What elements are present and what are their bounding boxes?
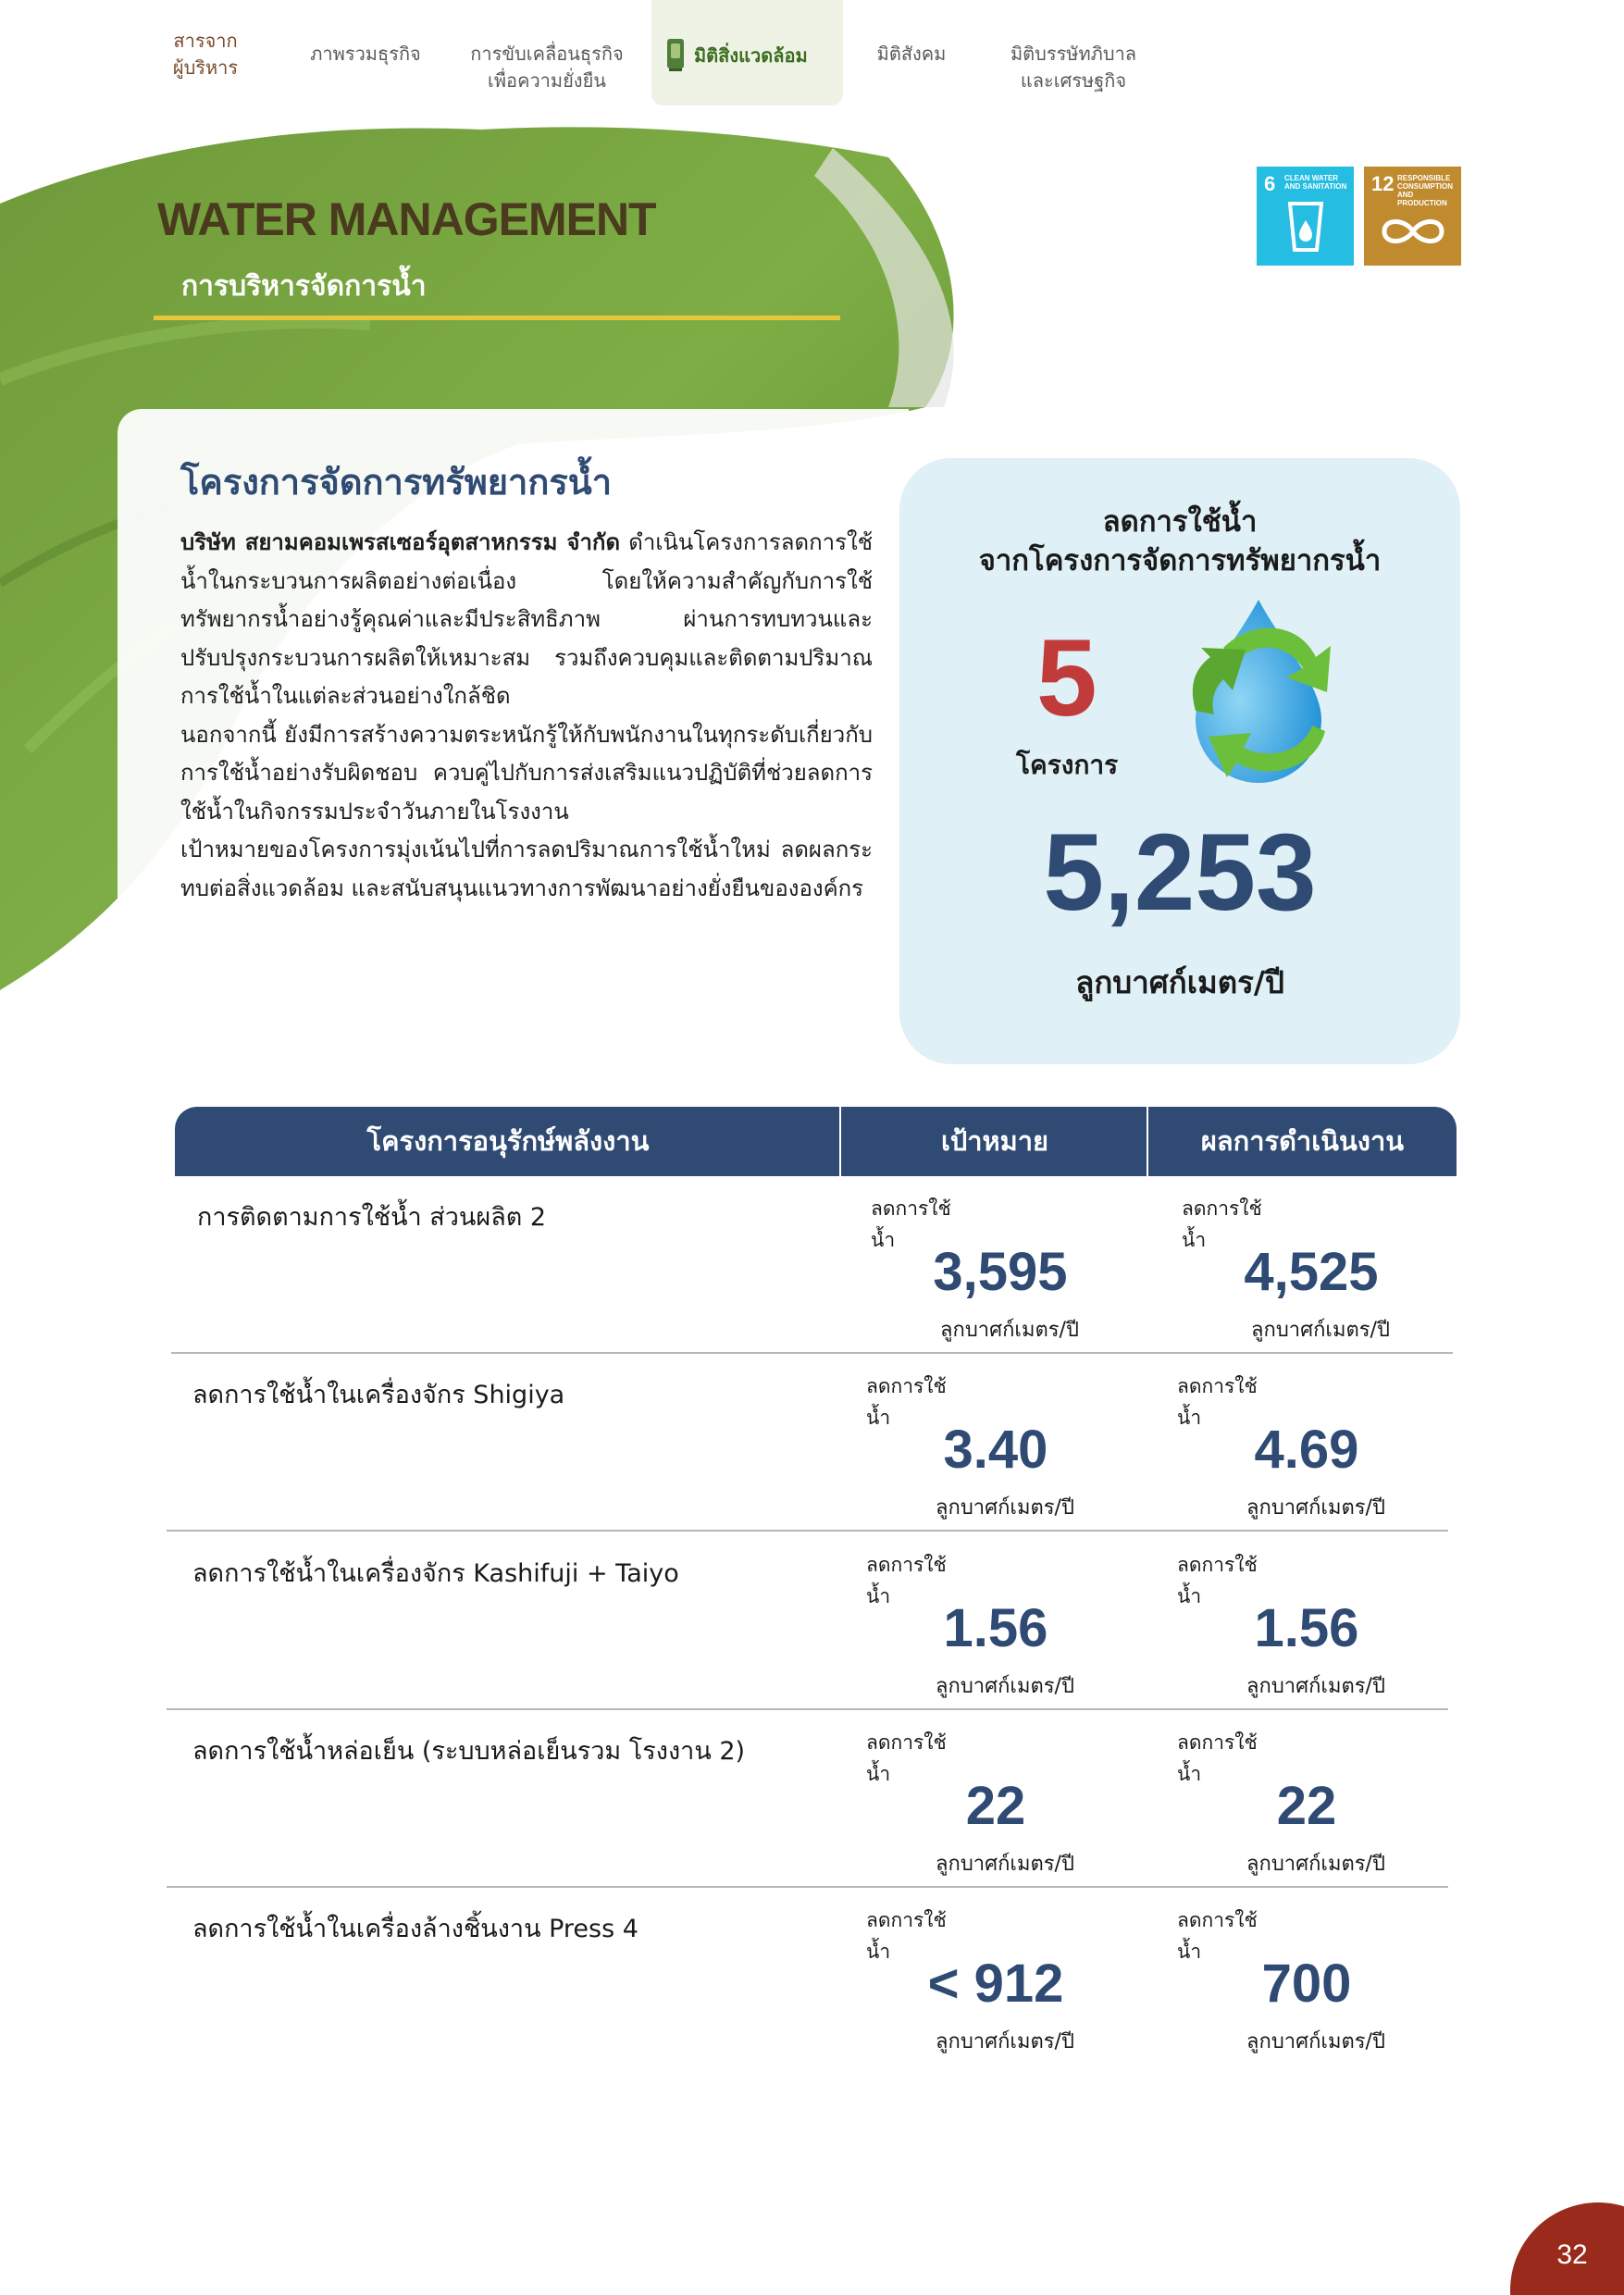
target-unit: ลูกบาศก์เมตร/ปี xyxy=(940,1319,1079,1342)
result-unit: ลูกบาศก์เมตร/ปี xyxy=(1246,1853,1385,1876)
target-cell xyxy=(866,1549,1107,1706)
sdg-6-number: 6 xyxy=(1264,172,1276,195)
target-cell xyxy=(866,1727,1107,1884)
sdg-12-text: RESPONSIBLE CONSUMPTION AND PRODUCTION xyxy=(1397,174,1453,207)
target-cell xyxy=(866,1371,1107,1528)
result-label: ลดการใช้น้ำ xyxy=(1177,1554,1258,1607)
sdg-12-badge xyxy=(1364,167,1461,266)
result-cell xyxy=(1177,1727,1418,1884)
nav-item-governance-economy[interactable]: มิติบรรษัทภิบาล และเศรษฐกิจ xyxy=(1010,43,1137,92)
row-project-name: ลดการใช้น้ำในเครื่องจักร Kashifuji + Taiyo xyxy=(192,1559,679,1588)
intro-paragraph-3: เป้าหมายของโครงการมุ่งเน้นไปที่การลดปริมาณการใช้น้ำใหม่ ลดผลกระทบต่อสิ่งแวดล้อม และสนับสนุนแนวทางการพัฒนาอย่างยั่งยืนขององค์กร xyxy=(180,837,873,901)
table-row xyxy=(167,1532,1448,1710)
target-label: ลดการใช้น้ำ xyxy=(871,1197,951,1251)
result-unit: ลูกบาศก์เมตร/ปี xyxy=(1246,1675,1385,1698)
target-unit: ลูกบาศก์เมตร/ปี xyxy=(936,1853,1074,1876)
target-unit: ลูกบาศก์เมตร/ปี xyxy=(936,2030,1074,2053)
intro-title: โครงการจัดการทรัพยากรน้ำ xyxy=(180,462,613,502)
result-label: ลดการใช้น้ำ xyxy=(1177,1375,1258,1429)
page-number: 32 xyxy=(1556,2239,1588,2270)
result-value: 4.69 xyxy=(1254,1420,1359,1480)
target-label: ลดการใช้น้ำ xyxy=(866,1375,947,1429)
page-number-badge xyxy=(1510,2202,1624,2295)
result-label: ลดการใช้น้ำ xyxy=(1177,1909,1258,1963)
sdg-6-text: CLEAN WATER AND SANITATION xyxy=(1284,174,1347,191)
target-label: ลดการใช้น้ำ xyxy=(866,1731,947,1785)
nav-item-sustainability-drive[interactable]: การขับเคลื่อนธุรกิจ เพื่อความยั่งยืน xyxy=(470,43,624,92)
table-row xyxy=(167,1354,1448,1532)
result-value: 700 xyxy=(1261,1954,1352,2014)
header-result: ผลการดำเนินงาน xyxy=(1200,1125,1405,1157)
row-project-name: ลดการใช้น้ำในเครื่องจักร Shigiya xyxy=(192,1381,565,1409)
section-title-en: WATER MANAGEMENT xyxy=(157,193,656,245)
target-unit: ลูกบาศก์เมตร/ปี xyxy=(936,1675,1074,1698)
water-reduction-summary xyxy=(899,458,1460,1064)
result-cell xyxy=(1182,1193,1422,1350)
row-project-name: การติดตามการใช้น้ำ ส่วนผลิต 2 xyxy=(197,1203,547,1232)
company-name: บริษัท สยามคอมเพรสเซอร์อุตสาหกรรม จำกัด xyxy=(180,529,621,555)
project-count-unit: โครงการ xyxy=(1016,750,1119,780)
total-water-reduction-unit: ลูกบาศก์เมตร/ปี xyxy=(1075,964,1284,1000)
target-label: ลดการใช้น้ำ xyxy=(866,1909,947,1963)
table-row xyxy=(167,1710,1448,1888)
result-unit: ลูกบาศก์เมตร/ปี xyxy=(1251,1319,1390,1342)
header-project: โครงการอนุรักษ์พลังงาน xyxy=(366,1125,650,1157)
summary-title: ลดการใช้น้ำ จากโครงการจัดการทรัพยากรน้ำ xyxy=(978,505,1382,577)
target-label: ลดการใช้น้ำ xyxy=(866,1554,947,1607)
row-project-name: ลดการใช้น้ำในเครื่องล้างชิ้นงาน Press 4 xyxy=(192,1915,638,1943)
table-header xyxy=(175,1107,1457,1176)
nav-item-executive-message[interactable]: สารจาก ผู้บริหาร xyxy=(172,30,239,79)
target-cell xyxy=(871,1193,1111,1350)
top-navigation xyxy=(0,0,1624,111)
sdg-6-badge xyxy=(1257,167,1354,266)
target-value: < 912 xyxy=(927,1954,1064,2014)
target-value: 3,595 xyxy=(933,1242,1068,1302)
row-project-name: ลดการใช้น้ำหล่อเย็น (ระบบหล่อเย็นรวม โรงงาน 2) xyxy=(192,1737,746,1766)
target-cell xyxy=(866,1904,1107,2062)
result-label: ลดการใช้น้ำ xyxy=(1182,1197,1262,1251)
nav-item-business-overview[interactable]: ภาพรวมธุรกิจ xyxy=(310,43,421,65)
result-cell xyxy=(1177,1549,1418,1706)
table-row xyxy=(167,1888,1448,2066)
result-value: 4,525 xyxy=(1244,1242,1379,1302)
target-value: 3.40 xyxy=(943,1420,1048,1480)
result-value: 1.56 xyxy=(1254,1598,1359,1658)
total-water-reduction: 5,253 xyxy=(1043,812,1317,934)
nav-item-social[interactable]: มิติสังคม xyxy=(876,43,947,65)
result-cell xyxy=(1177,1904,1418,2062)
result-value: 22 xyxy=(1276,1776,1337,1836)
result-cell xyxy=(1177,1371,1418,1528)
target-value: 22 xyxy=(965,1776,1026,1836)
target-unit: ลูกบาศก์เมตร/ปี xyxy=(936,1496,1074,1520)
sdg-12-number: 12 xyxy=(1371,172,1395,195)
target-value: 1.56 xyxy=(943,1598,1048,1658)
environment-tab-icon xyxy=(664,35,687,72)
row-divider xyxy=(167,1530,1448,1532)
intro-paragraph-1: บริษัท สยามคอมเพรสเซอร์อุตสาหกรรม จำกัด ดำเนินโครงการลดการใช้น้ำในกระบวนการผลิตอย่างต่อเนื่อง โดยให้ความสำคัญกับการใช้ทรัพยากรน้ำอย่างรู้คุณค่าและมีประสิทธิภาพ ผ่านการทบทวนและปรับปรุงกระบวนการผลิตให้เหมาะสม รวมถึงควบคุมและติดตามปริมาณการใช้น้ำในแต่ละส่วนอย่างใกล้ชิด xyxy=(180,529,873,709)
result-unit: ลูกบาศก์เมตร/ปี xyxy=(1246,2030,1385,2053)
nav-item-environment-label: มิติสิ่งแวดล้อม xyxy=(694,44,808,67)
title-underline xyxy=(154,316,840,320)
intro-body xyxy=(180,524,873,908)
recycle-water-drop-icon xyxy=(1168,592,1349,787)
section-title-th: การบริหารจัดการน้ำ xyxy=(181,270,427,303)
result-label: ลดการใช้น้ำ xyxy=(1177,1731,1258,1785)
infinity-icon xyxy=(1377,213,1449,250)
water-glass-icon xyxy=(1286,200,1325,254)
result-unit: ลูกบาศก์เมตร/ปี xyxy=(1246,1496,1385,1520)
intro-paragraph-2: นอกจากนี้ ยังมีการสร้างความตระหนักรู้ให้กับพนักงานในทุกระดับเกี่ยวกับการใช้น้ำอย่างรับผิดชอบ ควบคู่ไปกับการส่งเสริมแนวปฏิบัติที่ช่วยลดการใช้น้ำในกิจกรรมประจำวันภายในโรงงาน xyxy=(180,721,873,825)
nav-item-environment[interactable] xyxy=(651,0,843,105)
table-row xyxy=(171,1176,1453,1354)
project-count: 5 xyxy=(1036,617,1097,739)
header-target: เป้าหมาย xyxy=(940,1125,1049,1157)
